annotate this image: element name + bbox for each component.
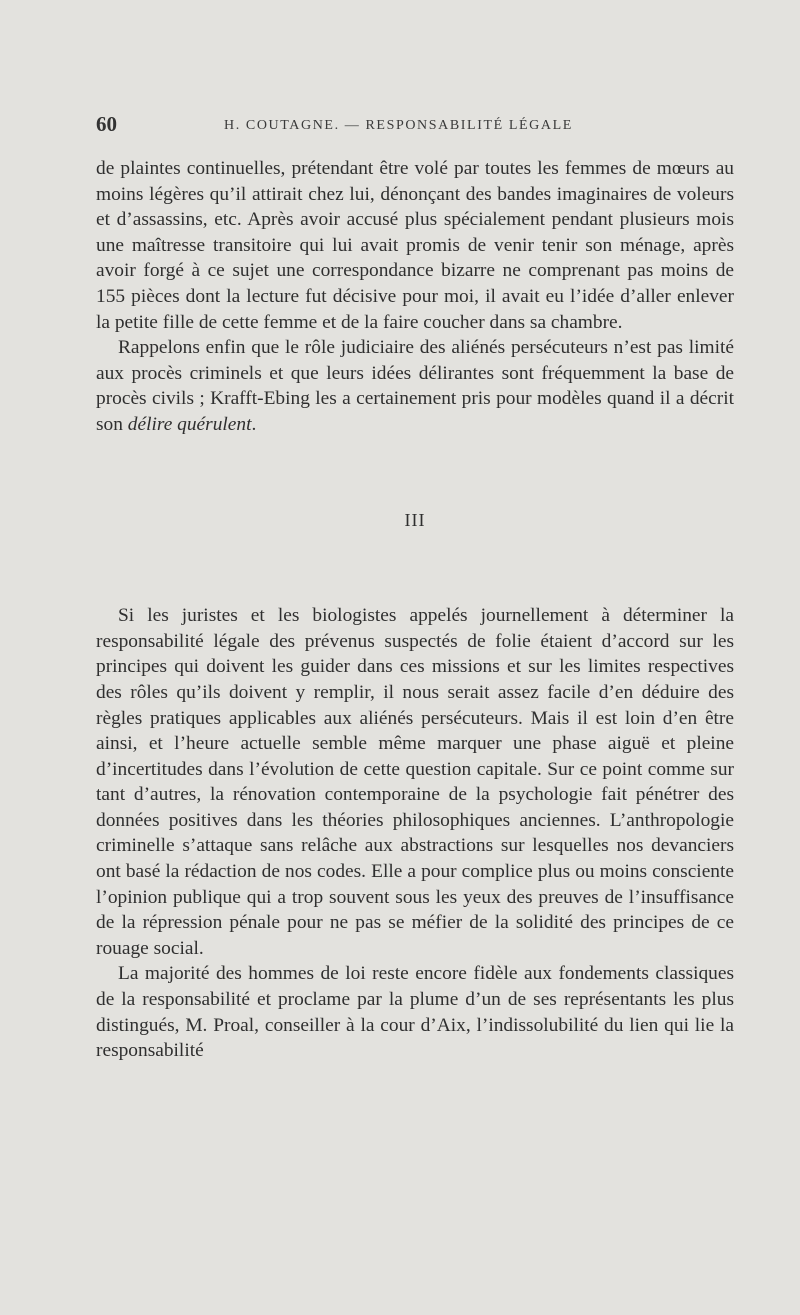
paragraph-majorite: La majorité des hommes de loi reste encore fidèle aux fondements classiques de la responsabilité et proclame par la plume d’un de ses représentants les plus distingués, M. Proal, conseiller à la cour d’Aix, l’indissolubilité du lien qui lie la responsabilité xyxy=(96,963,734,1062)
body-text xyxy=(96,156,734,1064)
running-head: H. COUTAGNE. — RESPONSABILITÉ LÉGALE xyxy=(224,118,573,133)
paragraph-text: Rappelons enfin que le rôle judiciaire des aliénés persécuteurs n’est pas limité aux procès criminels et que leurs idées délirantes sont fréquemment la base de procès civils ; Krafft-Ebing les a certainement pris pour modèles quand il a décrit son xyxy=(96,337,734,435)
paragraph-juristes: Si les juristes et les biologistes appelés journellement à déterminer la responsabilité légale des prévenus suspectés de folie étaient d’accord sur les principes qui doivent les guider dans ces missions et sur les limites respectives des rôles qu’ils doivent y remplir, il nous serait assez facile d’en déduire des règles pratiques applicables aux aliénés persécuteurs. Mais il est loin d’en être ainsi, et l’heure actuelle semble même marquer une phase aiguë et pleine d’incertitudes dans l’évolution de cette question capitale. Sur ce point comme sur tant d’autres, la rénovation contemporaine de la psychologie fait pénétrer des données positives dans les théories philosophiques anciennes. L’anthropologie criminelle s’attaque sans relâche aux abstractions sur lesquelles nos devanciers ont basé la rédaction de nos codes. Elle a pour complice plus ou moins consciente l’opinion publique qui a trop souvent sous les yeux des preuves de l’insuffisance de la répression pénale pour ne pas se méfier de la solidité des principes de ce rouage social. xyxy=(96,605,734,959)
paragraph-krafft-ebing xyxy=(96,335,734,437)
page-header xyxy=(96,112,716,142)
page-number: 60 xyxy=(96,112,117,136)
paragraph-end: . xyxy=(251,413,257,435)
section-heading: III xyxy=(404,509,426,530)
italic-term: délire quérulent xyxy=(127,413,252,435)
paragraph-continuation: de plaintes continuelles, prétendant être volé par toutes les femmes de mœurs au moins légères qu’il attirait chez lui, dénonçant des bandes imaginaires de voleurs et d’assassins, etc. Après avoir accusé plus spécialement pendant plusieurs mois une maîtresse transitoire qui lui avait promis de venir tenir son ménage, après avoir forgé à ce sujet une correspondance bizarre ne comprenant pas moins de 155 pièces dont la lecture fut décisive pour moi, il avait eu l’idée d’aller enlever la petite fille de cette femme et de la faire coucher dans sa chambre. xyxy=(96,158,734,333)
